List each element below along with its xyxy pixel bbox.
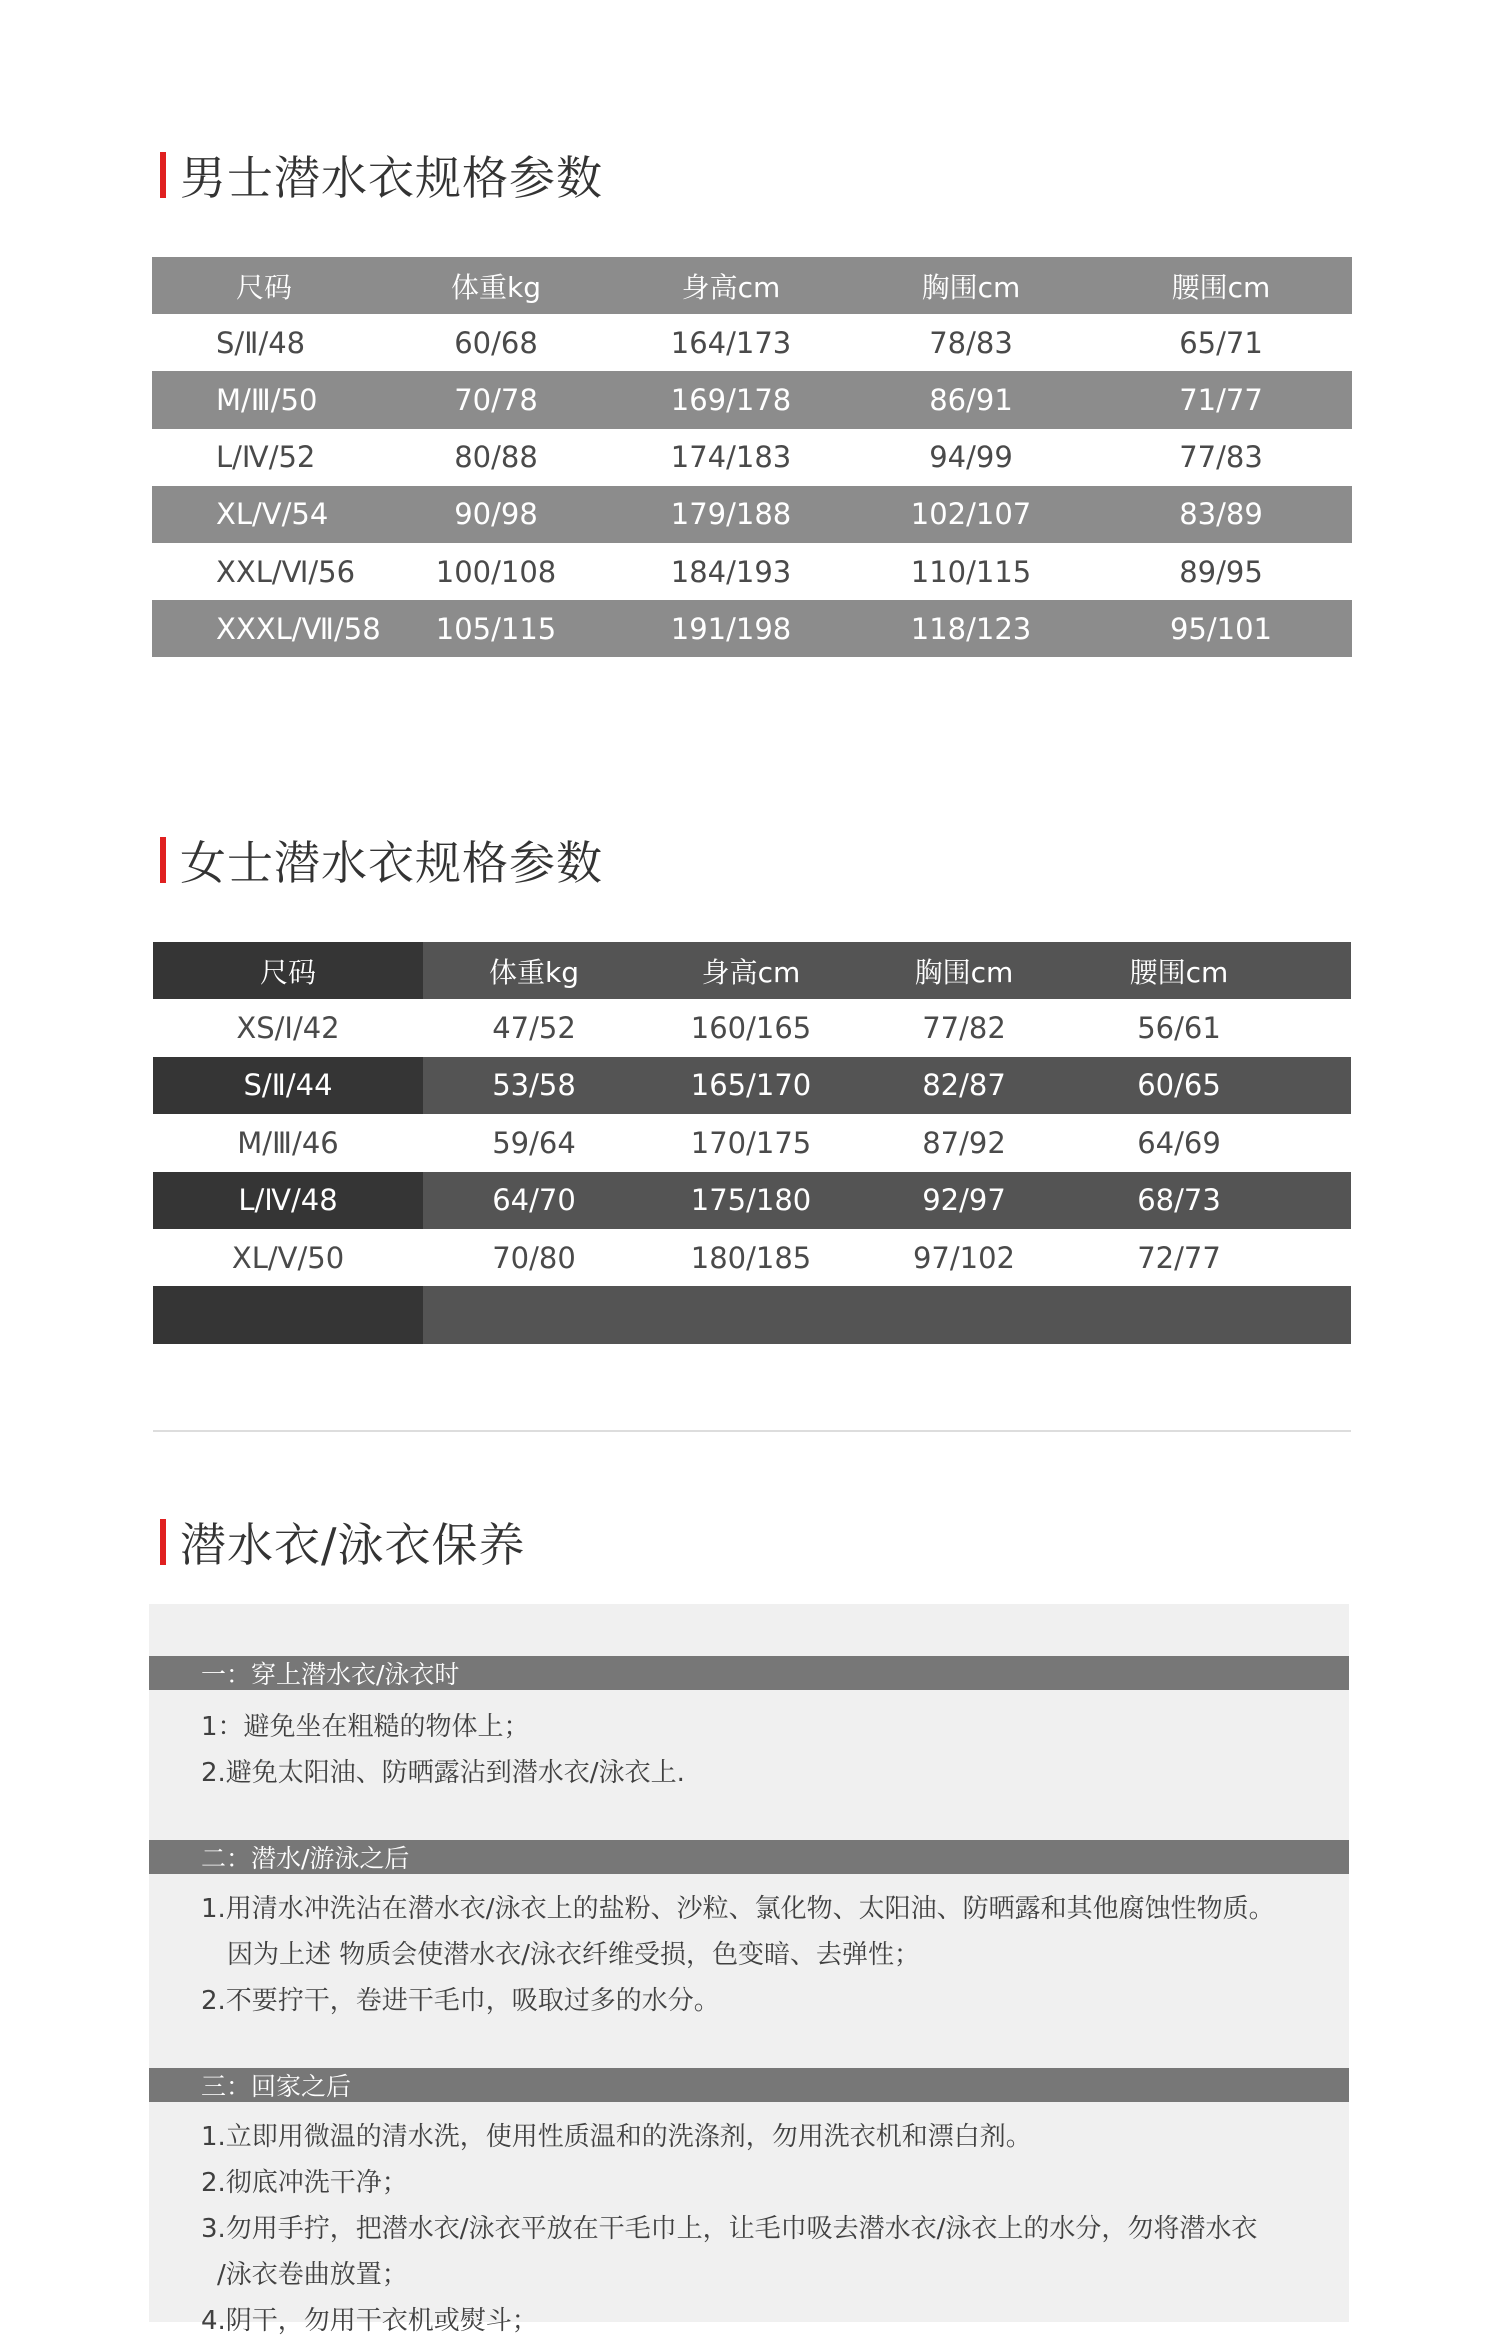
cell-waist: 64/69 <box>1137 1125 1221 1160</box>
table-row <box>152 429 1352 486</box>
cell-weight: 70/78 <box>454 382 538 417</box>
cell-size: XXL/Ⅵ/56 <box>216 554 356 589</box>
cell-height: 179/188 <box>670 497 792 532</box>
cell-height: 191/198 <box>670 611 792 646</box>
cell-weight: 70/80 <box>492 1240 576 1275</box>
cell-waist: 71/77 <box>1179 382 1263 417</box>
cell-height: 169/178 <box>670 382 792 417</box>
cell-waist: 60/65 <box>1137 1068 1221 1103</box>
section-divider <box>153 1430 1351 1432</box>
cell-height: 164/173 <box>670 325 792 360</box>
cell-chest: 77/82 <box>922 1011 1006 1046</box>
cell-size: M/Ⅲ/46 <box>237 1125 339 1160</box>
title-accent-bar <box>160 1519 166 1565</box>
header-height: 身高cm <box>701 955 801 989</box>
cell-weight: 100/108 <box>435 554 557 589</box>
header-chest: 胸围cm <box>921 270 1021 304</box>
header-weight: 体重kg <box>451 270 541 304</box>
women-section-title <box>160 830 603 890</box>
cell-weight: 105/115 <box>435 611 557 646</box>
cell-chest: 82/87 <box>922 1068 1006 1103</box>
cell-waist: 56/61 <box>1137 1011 1221 1046</box>
empty-cell <box>153 1286 423 1343</box>
cell-height: 175/180 <box>690 1183 812 1218</box>
table-row <box>152 314 1352 371</box>
cell-chest: 97/102 <box>912 1240 1016 1275</box>
cell-chest: 86/91 <box>929 382 1013 417</box>
cell-chest: 92/97 <box>922 1183 1006 1218</box>
care-line: /泳衣卷曲放置； <box>217 2260 408 2290</box>
cell-height: 160/165 <box>690 1011 812 1046</box>
care-line: 3.勿用手拧，把潜水衣/泳衣平放在干毛巾上，让毛巾吸去潜水衣/泳衣上的水分，勿将潜水衣 <box>201 2214 1258 2244</box>
care-line: 1.用清水冲洗沾在潜水衣/泳衣上的盐粉、沙粒、氯化物、太阳油、防晒露和其他腐蚀性物质。 <box>201 1894 1275 1924</box>
table-header-row <box>152 257 1352 314</box>
cell-weight: 53/58 <box>492 1068 576 1103</box>
care-instructions-panel <box>149 1604 1349 2336</box>
cell-height: 180/185 <box>690 1240 812 1275</box>
cell-weight: 59/64 <box>492 1125 576 1160</box>
table-row <box>152 371 1352 428</box>
care-line: 因为上述 物质会使潜水衣/泳衣纤维受损，色变暗、去弹性； <box>227 1940 921 1970</box>
table-row <box>153 1229 1351 1286</box>
table-header-row <box>153 942 1351 999</box>
header-size: 尺码 <box>236 270 293 304</box>
cell-size: XXXL/Ⅶ/58 <box>216 611 381 646</box>
men-section-title-text: 男士潜水衣规格参数 <box>180 151 603 205</box>
table-row <box>153 1114 1351 1171</box>
care-section-title <box>160 1512 526 1572</box>
cell-chest: 94/99 <box>929 440 1013 475</box>
cell-waist: 89/95 <box>1179 554 1263 589</box>
cell-size: S/Ⅱ/44 <box>153 1057 423 1114</box>
cell-size: XS/Ⅰ/42 <box>236 1011 340 1046</box>
table-row <box>153 1172 1351 1229</box>
cell-size: XL/Ⅴ/54 <box>216 497 329 532</box>
cell-chest: 118/123 <box>910 611 1032 646</box>
header-size: 尺码 <box>153 942 423 999</box>
title-accent-bar <box>160 837 166 883</box>
care-line: 2.不要拧干，卷进干毛巾，吸取过多的水分。 <box>201 1986 720 2016</box>
cell-height: 184/193 <box>670 554 792 589</box>
cell-size: S/Ⅱ/48 <box>216 325 306 360</box>
men-section-title <box>160 145 603 205</box>
header-chest: 胸围cm <box>914 955 1014 989</box>
cell-size: M/Ⅲ/50 <box>216 382 318 417</box>
header-weight: 体重kg <box>489 955 579 989</box>
cell-height: 165/170 <box>690 1068 812 1103</box>
header-waist: 腰围cm <box>1129 955 1229 989</box>
cell-waist: 95/101 <box>1169 611 1273 646</box>
cell-waist: 77/83 <box>1179 440 1263 475</box>
cell-height: 174/183 <box>670 440 792 475</box>
cell-weight: 64/70 <box>492 1183 576 1218</box>
header-waist: 腰围cm <box>1171 270 1271 304</box>
table-row <box>153 999 1351 1056</box>
table-row <box>152 543 1352 600</box>
cell-chest: 87/92 <box>922 1125 1006 1160</box>
care-group-heading: 一：穿上潜水衣/泳衣时 <box>149 1656 1349 1690</box>
cell-weight: 47/52 <box>492 1011 576 1046</box>
cell-weight: 60/68 <box>454 325 538 360</box>
cell-weight: 90/98 <box>454 497 538 532</box>
title-accent-bar <box>160 152 166 198</box>
cell-chest: 102/107 <box>910 497 1032 532</box>
table-row <box>152 600 1352 657</box>
care-group-heading: 二：潜水/游泳之后 <box>149 1840 1349 1874</box>
cell-size: L/Ⅳ/48 <box>153 1172 423 1229</box>
care-line: 2.彻底冲洗干净； <box>201 2168 408 2198</box>
care-group-heading: 三：回家之后 <box>149 2068 1349 2102</box>
header-height: 身高cm <box>681 270 781 304</box>
women-section-title-text: 女士潜水衣规格参数 <box>180 836 603 890</box>
care-line: 2.避免太阳油、防晒露沾到潜水衣/泳衣上. <box>201 1758 685 1788</box>
cell-weight: 80/88 <box>454 440 538 475</box>
men-size-table <box>152 257 1352 657</box>
table-empty-row <box>153 1286 1351 1343</box>
care-line: 1.立即用微温的清水洗，使用性质温和的洗涤剂，勿用洗衣机和漂白剂。 <box>201 2122 1032 2152</box>
cell-chest: 78/83 <box>929 325 1013 360</box>
cell-size: XL/Ⅴ/50 <box>231 1240 345 1275</box>
table-row <box>152 486 1352 543</box>
care-line: 4.阴干，勿用干衣机或熨斗； <box>201 2306 538 2336</box>
cell-waist: 65/71 <box>1179 325 1263 360</box>
care-section-title-text: 潜水衣/泳衣保养 <box>180 1518 526 1572</box>
care-line: 1：避免坐在粗糙的物体上； <box>201 1712 530 1742</box>
women-size-table <box>153 942 1351 1344</box>
cell-waist: 72/77 <box>1137 1240 1221 1275</box>
cell-waist: 83/89 <box>1179 497 1263 532</box>
table-row <box>153 1057 1351 1114</box>
cell-chest: 110/115 <box>910 554 1032 589</box>
cell-height: 170/175 <box>690 1125 812 1160</box>
cell-waist: 68/73 <box>1137 1183 1221 1218</box>
cell-size: L/Ⅳ/52 <box>216 440 316 475</box>
